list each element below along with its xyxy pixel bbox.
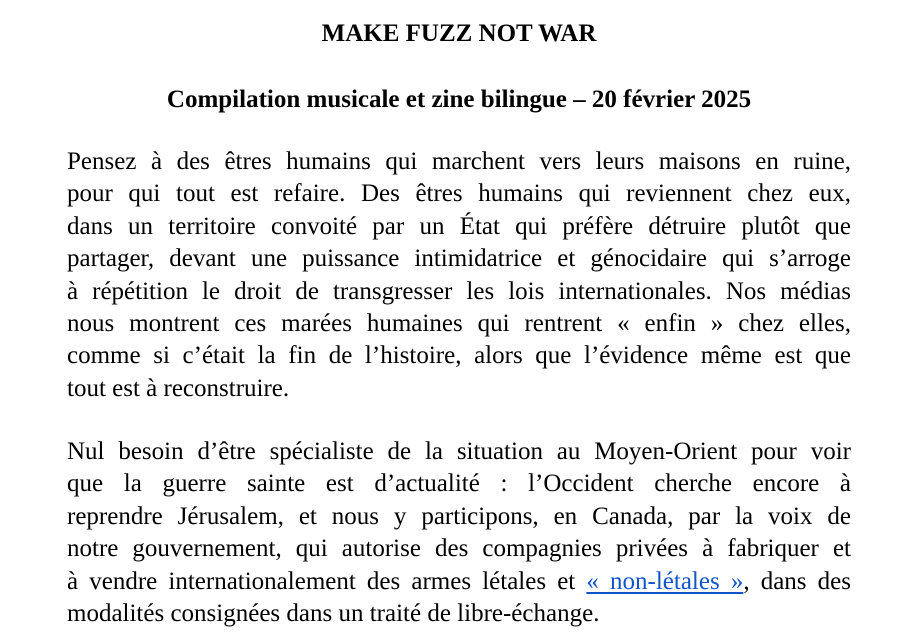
document-subtitle: Compilation musicale et zine bilingue – 20 février 2025 xyxy=(166,86,752,113)
paragraph-line: Nul besoin d’être spécialiste de la situation au Moyen-Orient pour voir xyxy=(67,438,851,465)
paragraph-line: à répétition le droit de transgresser les lois internationales. Nos médias xyxy=(67,277,851,305)
paragraph-line: que la guerre sainte est d’actualité : l’Occident cherche encore à xyxy=(67,470,851,498)
paragraph-line: tout est à reconstruire. xyxy=(67,374,290,402)
paragraph-line: modalités consignées dans un traité de libre-échange. xyxy=(67,599,600,627)
link-suffix-text: , dans des xyxy=(743,567,851,595)
paragraph-line: nous montrent ces marées humaines qui rentrent « enfin » chez elles, xyxy=(67,309,851,337)
paragraph-line: Pensez à des êtres humains qui marchent vers leurs maisons en ruine, xyxy=(67,148,851,175)
paragraph-2 xyxy=(67,436,851,630)
paragraph-line: dans un territoire convoité par un État qui préfère détruire plutôt que xyxy=(67,212,851,240)
non-letales-link[interactable]: « non-létales » xyxy=(586,567,744,595)
paragraph-line: reprendre Jérusalem, et nous y participons, en Canada, par la voix de xyxy=(67,502,851,530)
paragraph-line: pour qui tout est refaire. Des êtres humains qui reviennent chez eux, xyxy=(67,180,851,208)
paragraph-1 xyxy=(67,146,851,405)
paragraph-line: partager, devant une puissance intimidatrice et génocidaire qui s’arroge xyxy=(67,245,851,273)
paragraph-line: notre gouvernement, qui autorise des compagnies privées à fabriquer et xyxy=(67,535,851,563)
paragraph-line-with-link xyxy=(67,566,851,598)
document-title: MAKE FUZZ NOT WAR xyxy=(321,20,597,47)
paragraph-line: comme si c’était la fin de l’histoire, alors que l’évidence même est que xyxy=(67,342,851,370)
link-prefix-text: à vendre internationalement des armes létales et xyxy=(67,567,587,595)
